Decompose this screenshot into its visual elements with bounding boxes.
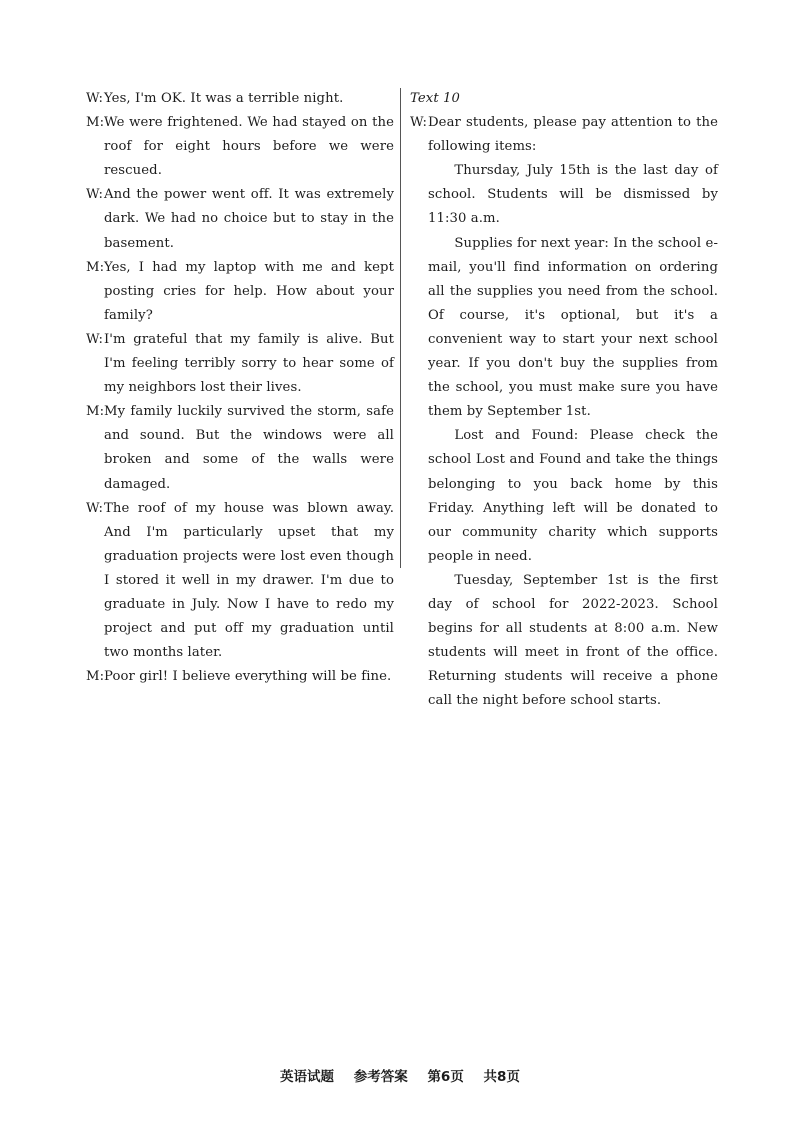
intro-text: Dear students, please pay attention to the following items:: [428, 115, 718, 155]
left-column: [86, 87, 394, 689]
dialogue-text: The roof of my house was blown away. And I'm particularly upset that my graduation projects were lost even though I stored it well in my drawer. I'm due to graduate in July. Now I have to redo my project and put off my graduation until two months later.: [104, 500, 394, 661]
announcement-paragraph: Thursday, July 15th is the last day of school. Students will be dismissed by 11:30 a.m.: [428, 163, 718, 227]
dialogue-turn: [86, 256, 394, 328]
dialogue-turn: [86, 87, 394, 111]
speaker-label: W:: [86, 500, 104, 516]
dialogue-turn: [86, 328, 394, 400]
dialogue-text: Yes, I had my laptop with me and kept posting cries for help. How about your family?: [104, 259, 394, 323]
dialogue-turn: [86, 183, 394, 255]
speaker-label: M:: [86, 115, 105, 131]
dialogue-text: My family luckily survived the storm, safe and sound. But the windows were all broken and some of the walls were damaged.: [104, 404, 394, 492]
speaker-label: W:: [86, 91, 104, 106]
section-title: Text 10: [410, 91, 460, 106]
announcement-paragraph: Lost and Found: Please check the school Lost and Found and take the things belonging to you back home by this Friday. Anything left will be donated to our community charity which supports people in need.: [428, 428, 718, 564]
speaker-label: M:: [86, 404, 105, 420]
speaker-label: W:: [86, 187, 104, 203]
speaker-label: W:: [86, 331, 104, 347]
dialogue-text: We were frightened. We had stayed on the roof for eight hours before we were rescued.: [104, 115, 394, 179]
footer-subject: 英语试题: [280, 1069, 335, 1085]
speaker-label: M:: [86, 669, 105, 685]
announcement-paragraph: Supplies for next year: In the school e-mail, you'll find information on ordering all the supplies you need from the school. Of course, it's optional, but it's a convenient way to start your next school year. If you don't buy the supplies from the school, you must make sure you have them by September 1st.: [428, 235, 718, 420]
column-divider: [400, 88, 401, 568]
announcement-intro: [410, 111, 718, 159]
dialogue-turn: [86, 665, 394, 689]
speaker-label: M:: [86, 259, 105, 275]
footer-label: 参考答案: [353, 1069, 408, 1085]
footer-page-number: 第6页: [427, 1069, 464, 1085]
dialogue-turn: [86, 400, 394, 496]
dialogue-turn: [86, 497, 394, 666]
right-column: [410, 87, 718, 713]
announcement-body: [410, 159, 718, 713]
dialogue-text: I'm grateful that my family is alive. But I'm feeling terribly sorry to hear some of my neighbors lost their lives.: [104, 331, 394, 396]
footer-total-pages: 共8页: [483, 1069, 520, 1085]
page-footer: [0, 1065, 800, 1085]
dialogue-text: Poor girl! I believe everything will be fine.: [104, 669, 392, 685]
dialogue-turn: [86, 111, 394, 183]
dialogue-text: Yes, I'm OK. It was a terrible night.: [104, 91, 344, 106]
speaker-label: W:: [410, 115, 428, 131]
dialogue-text: And the power went off. It was extremely dark. We had no choice but to stay in the basement.: [104, 187, 394, 251]
announcement-paragraph: Tuesday, September 1st is the first day of school for 2022-2023. School begins for all students at 8:00 a.m. New students will meet in front of the office. Returning students will receive a phone call the night before school starts.: [428, 572, 718, 709]
